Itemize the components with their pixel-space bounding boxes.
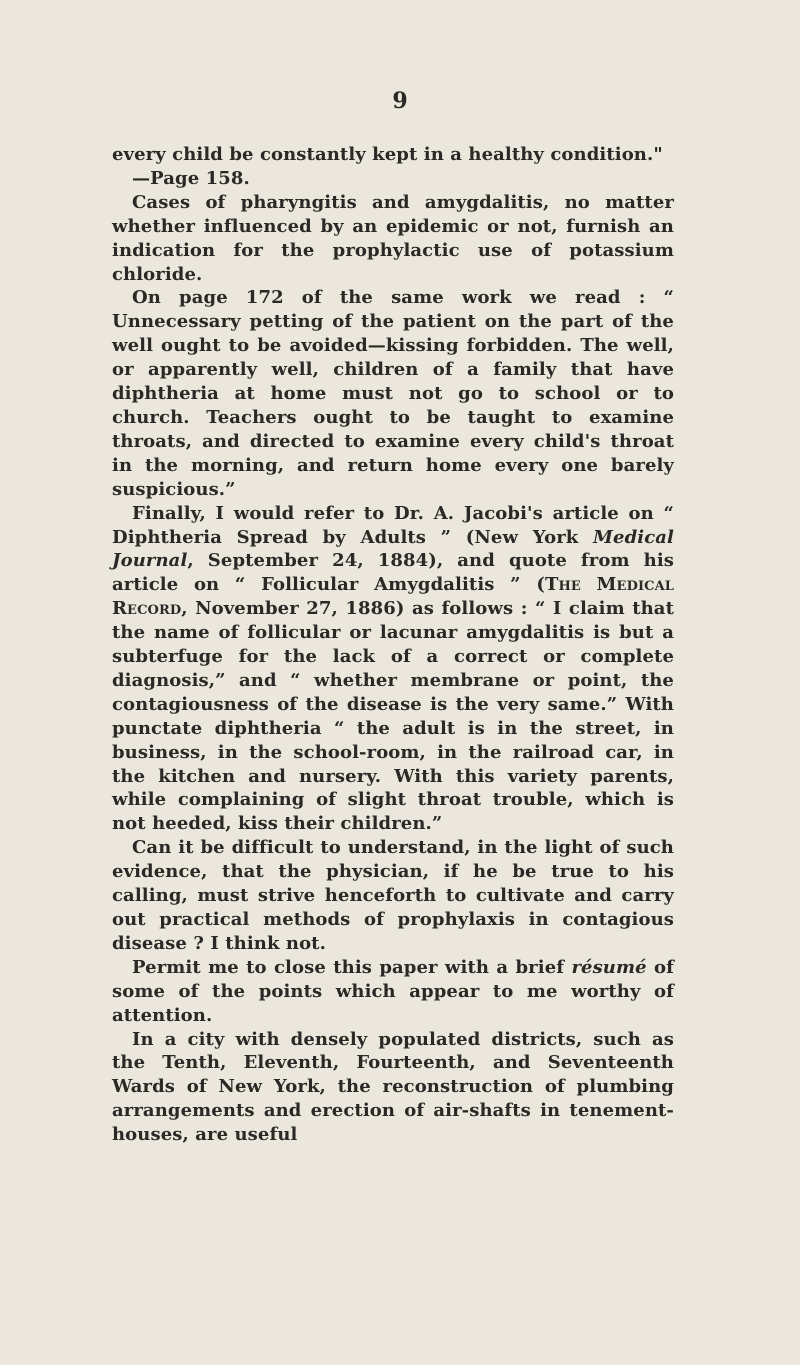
paragraph-6-text: Can it be difficult to understand, in the light of such evidence, that the physician, if he be true to his calling, must strive henceforth to cultivate and carry out practical methods of prophylaxis in contagious disease ? I think not. [112, 837, 674, 954]
paragraph-7-text-a: Permit me to close this paper with a brief [132, 956, 572, 978]
paragraph-1 [112, 143, 674, 167]
paragraph-7-text-b: of some of the points which appear to me worthy of attention. [112, 956, 674, 1026]
paragraph-3 [112, 191, 674, 287]
paragraph-5-text-b: , September 24, 1884), and quote from his article on “ Follicular Amygdalitis ” ( [112, 550, 674, 596]
paragraph-3-text: Cases of pharyngitis and amygdalitis, no matter whether influenced by an epidemic or not, furnish an indication for the prophylactic use of potassium chloride. [112, 191, 674, 285]
paragraph-6 [112, 836, 674, 956]
paragraph-1-text: every child be constantly kept in a healthy condition." [112, 144, 663, 165]
resume-term: résumé [571, 956, 647, 978]
paragraph-5-text-c: , November 27, 1886) as follows : “ I claim that the name of follicular or lacunar amygdalitis is but a subterfuge for the lack of a correct or complete diagnosis,” and “ whether membrane or point, the contagiousness of the disease is the very same.” With punctate diphtheria “ the adult is in the street, in business, in the school-room, in the railroad car, in the kitchen and nursery. With this variety parents, while complaining of slight throat trouble, which is not heeded, kiss their children.” [112, 598, 674, 835]
body-text [112, 143, 674, 1147]
paragraph-5 [112, 502, 674, 837]
paragraph-8-text: In a city with densely populated districts, such as the Tenth, Eleventh, Fourteenth, and Seventeenth Wards of New York, the reconstruction of plumbing arrangements and erection of air-shafts in tenement-houses, are useful [112, 1028, 674, 1146]
journal-title: Medical Journal [112, 526, 674, 572]
paragraph-5-text-a: Finally, I would refer to Dr. A. Jacobi's article on “ Diphtheria Spread by Adults ” (New York [112, 502, 674, 548]
paragraph-2 [112, 167, 674, 191]
paragraph-7 [112, 956, 674, 1028]
record-title: The Medical Record [112, 574, 674, 620]
paragraph-4-text: On page 172 of the same work we read : “ Unnecessary petting of the patient on the part of the well ought to be avoided—kissing forbidden. The well, or apparently well, children of a family that have diphtheria at home must not go to school or to church. Teachers ought to be taught to examine throats, and directed to examine every child's throat in the morning, and return home every one barely suspicious.” [112, 287, 674, 500]
page-reference: —Page 158. [132, 167, 250, 189]
paragraph-4 [112, 286, 674, 501]
page-number: 9 [392, 88, 408, 114]
paragraph-8 [112, 1028, 674, 1148]
